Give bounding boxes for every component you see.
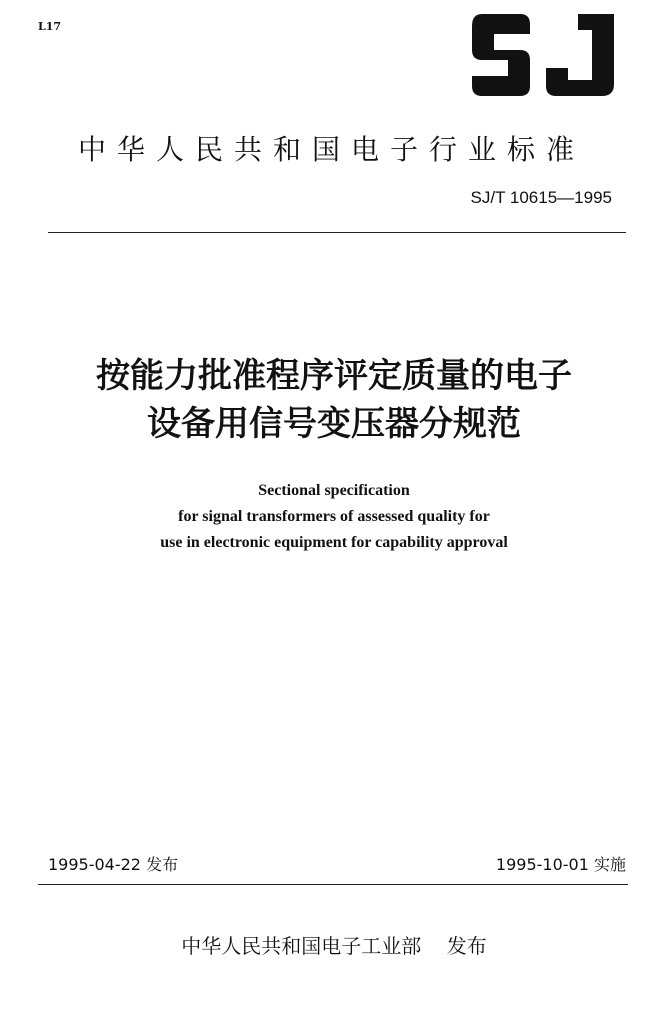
org-title: 中华人民共和国电子行业标准: [78, 133, 586, 166]
title-en-line-3: use in electronic equipment for capability approval: [160, 534, 508, 551]
title-en-line-2: for signal transformers of assessed quality for: [178, 508, 490, 525]
publisher: 中华人民共和国电子工业部 发布: [181, 934, 487, 958]
classification-code: L17: [38, 20, 62, 33]
title-en-line-1: Sectional specification: [258, 482, 410, 499]
title-zh-line-1: 按能力批准程序评定质量的电子: [96, 356, 572, 396]
footer-divider: [38, 884, 628, 885]
sj-logo: [468, 14, 618, 106]
issue-date: 1995-04-22 发布: [48, 855, 179, 874]
header-divider: [48, 232, 626, 233]
standard-number: SJ/T 10615—1995: [470, 188, 612, 207]
effective-date: 1995-10-01 实施: [495, 855, 626, 874]
title-zh-line-2: 设备用信号变压器分规范: [147, 404, 521, 444]
